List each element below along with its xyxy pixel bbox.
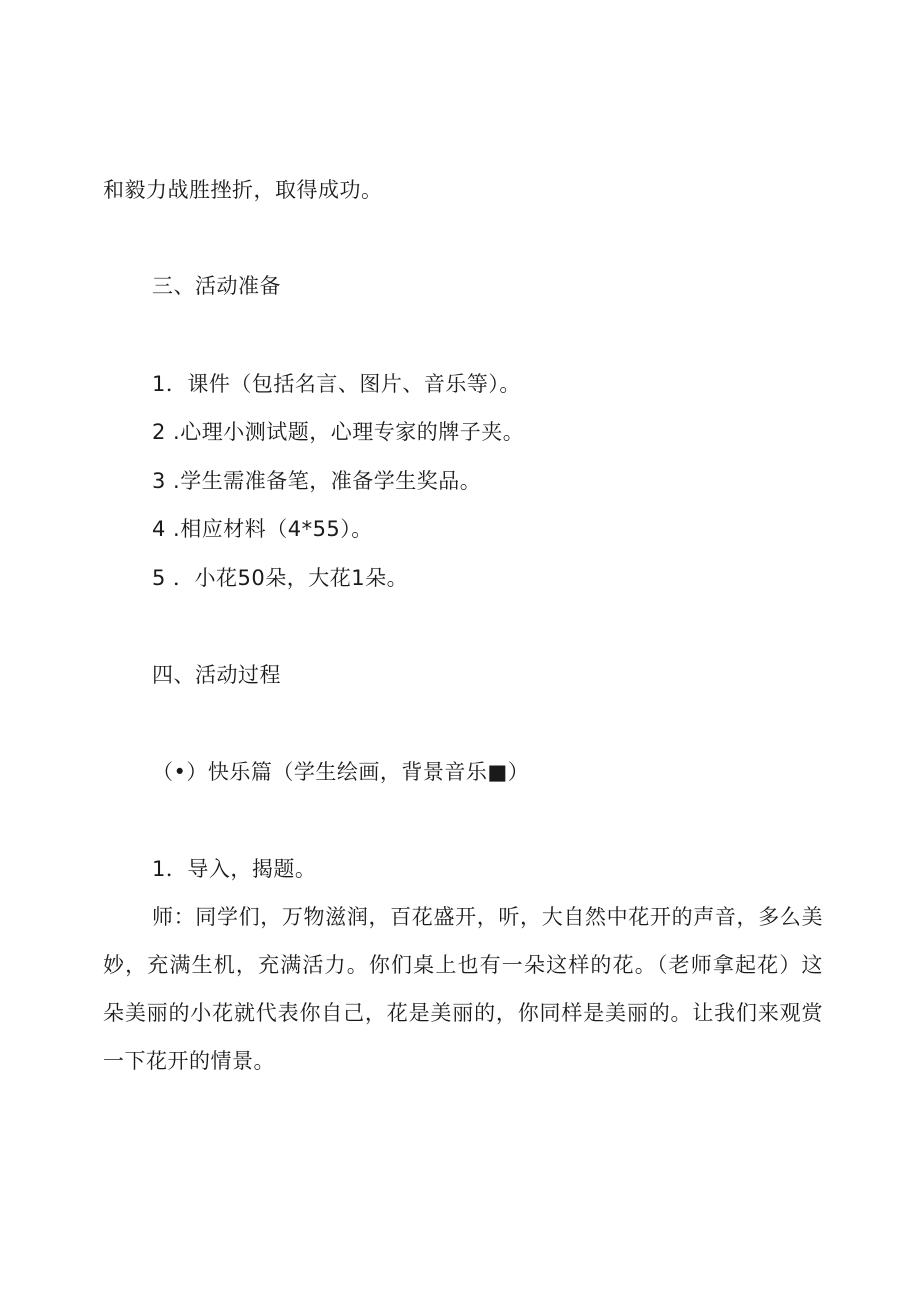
- prep-item-3: 3 .学生需准备笔，准备学生奖品。: [152, 469, 482, 493]
- section-heading-process: 四、活动过程: [152, 663, 281, 687]
- prep-item-5: 5 ．小花50朵，大花1朵。: [152, 566, 409, 590]
- continuation-text: 和毅力战胜挫折，取得成功。: [103, 178, 383, 202]
- prep-item-1: 1．课件（包括名言、图片、音乐等）。: [152, 372, 521, 396]
- subsection-heading-happy: （•）快乐篇（学生绘画，背景音乐■）: [152, 760, 530, 784]
- prep-item-4: 4 .相应材料（4*55）。: [152, 517, 373, 541]
- step-1-intro: 1．导入，揭题。: [152, 857, 317, 881]
- section-heading-preparation: 三、活动准备: [152, 274, 281, 298]
- teacher-paragraph: 师：同学们，万物滋润，百花盛开，听，大自然中花开的声音，多么美妙，充满生机，充满活力。你们桌上也有一朵这样的花。（老师拿起花）这朵美丽的小花就代表你自己，花是美丽的，你同样是美丽的。让我们来观赏一下花开的情景。: [103, 905, 823, 1073]
- prep-item-2: 2 .心理小测试题，心理专家的牌子夹。: [152, 420, 525, 444]
